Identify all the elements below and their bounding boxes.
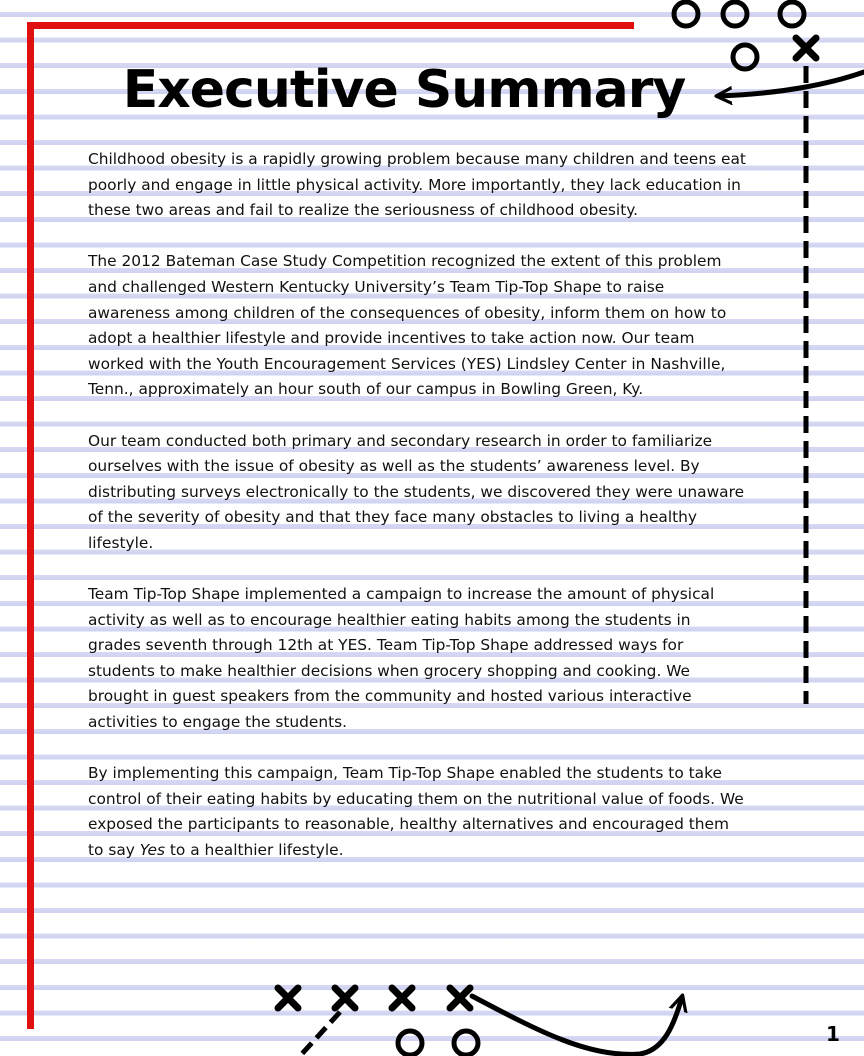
x-icon (335, 988, 355, 1008)
o-icon (398, 1031, 422, 1055)
paragraph-5-emphasis: Yes (139, 841, 165, 860)
o-icon (454, 1031, 478, 1055)
paragraph-5-text-start: By implementing this campaign, Team Tip-Top Shape enabled the students to take control of their eating habits by educating them on the nutritional value of foods. We exposed the participants to reasonable, healthy alternatives and encouraged them to say (88, 764, 744, 860)
paragraph-4: Team Tip-Top Shape implemented a campaign to increase the amount of physical activity as well as to encourage healthier eating habits among the students in grades seventh through 12th at YES. Team Tip-Top Shape addressed ways for students to make healthier decisions when grocery shopping and cooking. We brought in guest speakers from the community and hosted various interactive activities to engage the students. (88, 585, 715, 732)
route-arrow (472, 996, 682, 1054)
o-icon (780, 2, 804, 26)
x-icon (278, 988, 298, 1008)
x-icon (796, 38, 816, 58)
page-title: Executive Summary (122, 60, 686, 120)
o-icon (723, 2, 747, 26)
paragraph-3: Our team conducted both primary and secondary research in order to familiarize ourselves with the issue of obesity as well as the students’ awareness level. By distributing surveys electronically to the students, we discovered they were unaware of the severity of obesity and that they face many obstacles to living a healthy lifestyle. (88, 431, 745, 552)
paragraph-5-text-end: to a healthier lifestyle. (165, 841, 344, 860)
route-arrow (718, 72, 864, 96)
bottom-play-diagram (278, 988, 682, 1056)
o-icon (733, 45, 757, 69)
route-dashed-line (300, 1012, 340, 1056)
x-icon (450, 988, 470, 1008)
x-icon (392, 988, 412, 1008)
top-play-diagram (674, 2, 864, 704)
paragraph-2: The 2012 Bateman Case Study Competition recognized the extent of this problem and challenged Western Kentucky University’s Team Tip-Top Shape to raise awareness among children of the consequences of obesity, inform them on how to adopt a healthier lifestyle and provide incentives to take action now. Our team worked with the Youth Encouragement Services (YES) Lindsley Center in Nashville, Tenn., approximately an hour south of our campus in Bowling Green, Ky. (88, 252, 727, 399)
page-number: 1 (826, 1022, 840, 1046)
paragraph-1: Childhood obesity is a rapidly growing problem because many children and teens eat poorly and engage in little physical activity. More importantly, they lack education in these two areas and fail to realize the seriousness of childhood obesity. (88, 150, 746, 220)
o-icon (674, 2, 698, 26)
